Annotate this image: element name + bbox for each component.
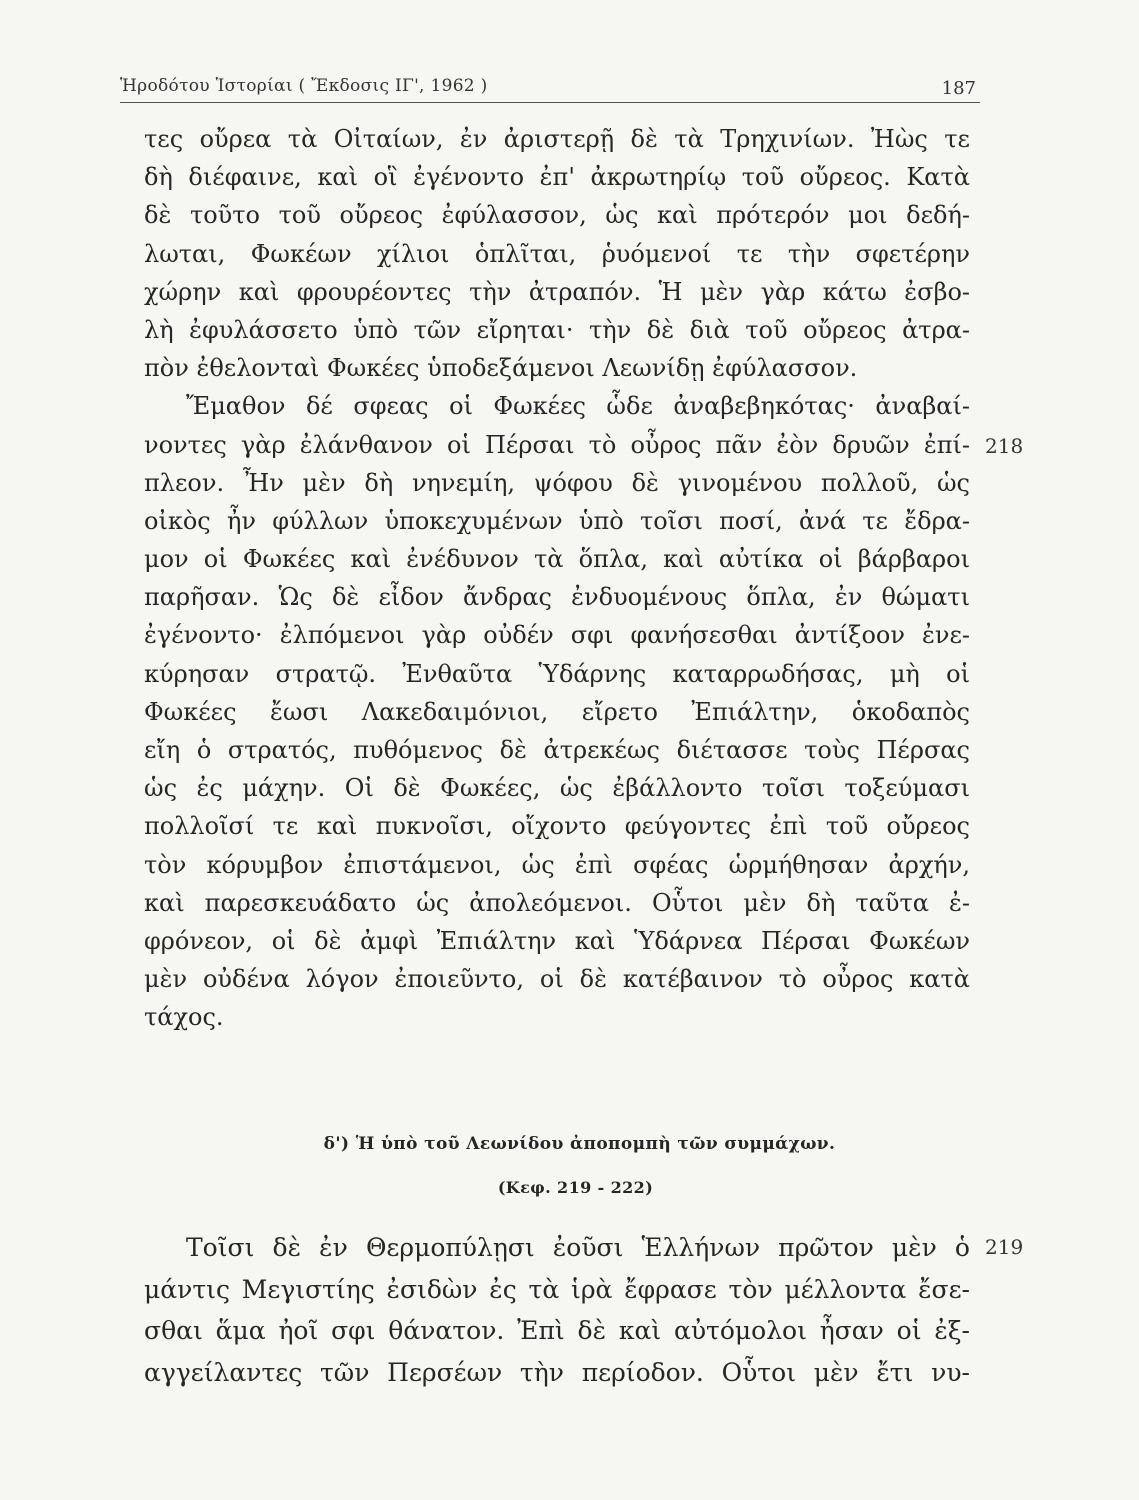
text-line: λωται, Φωκέων χίλιοι ὁπλῖται, ῥυόμενοί τε τὴν σφετέρην: [144, 239, 970, 268]
section-heading: δ') Ἡ ὑπὸ τοῦ Λεωνίδου ἀποπομπὴ τῶν συμμάχων.: [323, 1134, 836, 1154]
text-line: χώρην καὶ φρουρέοντες τὴν ἀτραπόν. Ἡ μὲν γὰρ κάτω ἐσβο-: [144, 277, 970, 306]
text-line: οἰκὸς ἦν φύλλων ὑποκεχυμένων ὑπὸ τοῖσι ποσί, ἀνά τε ἔδρα-: [144, 506, 970, 535]
page-number: 187: [941, 78, 976, 99]
text-line: δὲ τοῦτο τοῦ οὔρεος ἐφύλασσον, ὡς καὶ πρότερόν μοι δεδή-: [144, 201, 970, 230]
text-line: τὸν κόρυμβον ἐπιστάμενοι, ὡς ἐπὶ σφέας ὡρμήθησαν ἀρχήν,: [144, 850, 970, 879]
text-line: πὸν ἐθελονταὶ Φωκέες ὑποδεξάμενοι Λεωνίδῃ ἐφύλασσον.: [144, 354, 858, 383]
text-line: σθαι ἅμα ἠοῖ σφι θάνατον. Ἐπὶ δὲ καὶ αὐτόμολοι ἦσαν οἱ ἐξ-: [144, 1316, 970, 1345]
text-line: πολλοῖσί τε καὶ πυκνοῖσι, οἴχοντο φεύγοντες ἐπὶ τοῦ οὔρεος: [144, 812, 970, 841]
text-line: φρόνεον, οἱ δὲ ἀμφὶ Ἐπιάλτην καὶ Ὑδάρνεα Πέρσαι Φωκέων: [144, 926, 970, 955]
section-text: [144, 1227, 970, 1393]
text-line: Τοῖσι δὲ ἐν Θερμοπύλῃσι ἐοῦσι Ἑλλήνων πρῶτον μὲν ὁ: [186, 1233, 970, 1262]
text-line: τάχος.: [144, 1003, 224, 1032]
text-line: κύρησαν στρατῷ. Ἐνθαῦτα Ὑδάρνης καταρρωδήσας, μὴ οἱ: [144, 659, 970, 688]
page-header: [120, 72, 980, 103]
text-line: Ἔμαθον δέ σφεας οἱ Φωκέες ὧδε ἀναβεβηκότας· ἀναβαί-: [186, 392, 970, 421]
text-line: αγγείλαντες τῶν Περσέων τὴν περίοδον. Οὗτοι μὲν ἔτι νυ-: [144, 1357, 970, 1387]
text-line: ὡς ἐς μάχην. Οἱ δὲ Φωκέες, ὡς ἐβάλλοντο τοῖσι τοξεύμασι: [144, 774, 970, 803]
text-line: μὲν οὐδένα λόγον ἐποιεῦντο, οἱ δὲ κατέβαινον τὸ οὖρος κατὰ: [144, 965, 970, 994]
section-subheading: (Κεφ. 219 - 222): [497, 1178, 654, 1197]
text-line: μάντις Μεγιστίης ἐσιδὼν ἐς τὰ ἱρὰ ἔφρασε τὸν μέλλοντα ἔσε-: [144, 1274, 970, 1304]
text-line: καὶ παρεσκευάδατο ὡς ἀπολεόμενοι. Οὗτοι μὲν δὴ ταῦτα ἐ-: [144, 888, 970, 917]
text-line: τες οὔρεα τὰ Οἰταίων, ἐν ἀριστερῇ δὲ τὰ Τρηχινίων. Ἠὼς τε: [144, 125, 970, 153]
text-line: Φωκέες ἔωσι Λακεδαιμόνιοι, εἴρετο Ἐπιάλτην, ὁκοδαπὸς: [144, 697, 970, 726]
text-line: εἴη ὁ στρατός, πυθόμενος δὲ ἀτρεκέως διέτασσε τοὺς Πέρσας: [144, 736, 970, 764]
text-line: ἐγένοντο· ἐλπόμενοι γὰρ οὐδέν σφι φανήσεσθαι ἀντίξοον ἐνε-: [144, 621, 970, 650]
main-text: [144, 120, 970, 1037]
chapter-number-219: 219: [985, 1235, 1024, 1259]
text-line: μον οἱ Φωκέες καὶ ἐνέδυνον τὰ ὅπλα, καὶ αὐτίκα οἱ βάρβαροι: [144, 545, 970, 574]
chapter-number-218: 218: [985, 434, 1024, 458]
text-line: λὴ ἐφυλάσσετο ὑπὸ τῶν εἴρηται· τὴν δὲ διὰ τοῦ οὔρεος ἀτρα-: [144, 315, 970, 344]
text-line: νοντες γὰρ ἐλάνθανον οἱ Πέρσαι τὸ οὖρος πᾶν ἐὸν δρυῶν ἐπί-: [144, 430, 970, 459]
text-line: παρῆσαν. Ὡς δὲ εἶδον ἄνδρας ἐνδυομένους ὅπλα, ἐν θώματι: [144, 583, 970, 612]
running-title: Ἡροδότου Ἱστορίαι ( Ἔκδοσις ΙΓ', 1962 ): [120, 76, 488, 96]
text-line: δὴ διέφαινε, καὶ οἳ ἐγένοντο ἐπ' ἀκρωτηρίῳ τοῦ οὔρεος. Κατὰ: [144, 163, 970, 192]
text-line: πλεον. Ἦν μὲν δὴ νηνεμίη, ψόφου δὲ γινομένου πολλοῦ, ὡς: [144, 468, 970, 497]
